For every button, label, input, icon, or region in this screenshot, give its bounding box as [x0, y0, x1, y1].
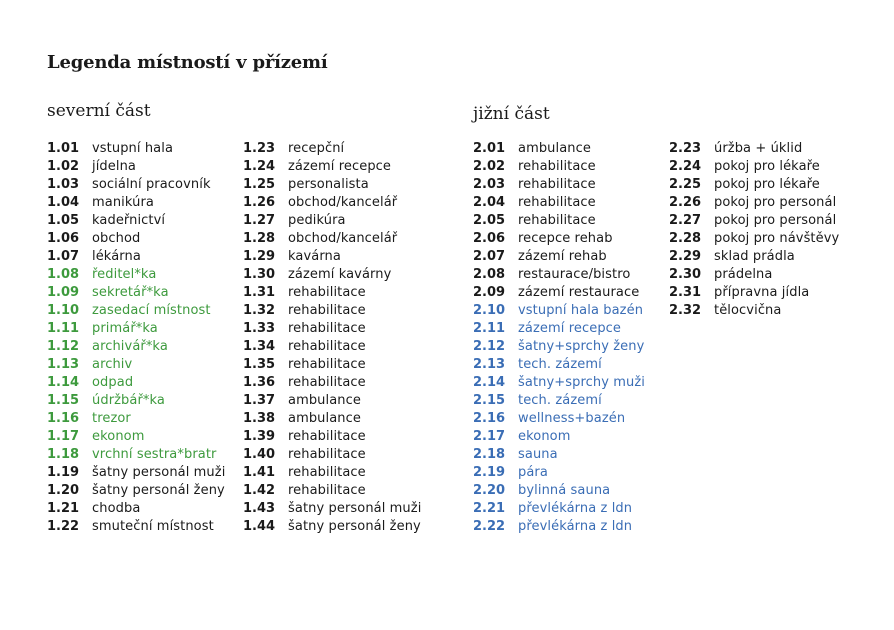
room-name: sklad prádla [714, 249, 795, 264]
room-row [47, 284, 225, 302]
room-row [473, 158, 645, 176]
room-number: 2.32 [669, 303, 702, 318]
room-number: 1.14 [47, 375, 80, 390]
room-name: manikúra [92, 195, 154, 210]
room-row [243, 428, 421, 446]
room-row [47, 500, 225, 518]
room-name: vrchní sestra*bratr [92, 447, 217, 462]
room-name: rehabilitace [518, 177, 596, 192]
room-number: 1.25 [243, 177, 276, 192]
room-number: 2.17 [473, 429, 506, 444]
room-row [243, 212, 421, 230]
room-number: 1.44 [243, 519, 276, 534]
room-row [669, 230, 839, 248]
room-row [243, 446, 421, 464]
section-heading-south: jižní část [473, 104, 550, 124]
room-row [47, 428, 225, 446]
room-row [473, 212, 645, 230]
room-row [473, 500, 645, 518]
room-number: 1.41 [243, 465, 276, 480]
room-row [473, 140, 645, 158]
room-row [473, 518, 645, 536]
room-row [473, 410, 645, 428]
room-number: 2.28 [669, 231, 702, 246]
room-number: 1.39 [243, 429, 276, 444]
room-number: 1.38 [243, 411, 276, 426]
room-row [473, 194, 645, 212]
room-row [243, 248, 421, 266]
room-row [47, 482, 225, 500]
room-name: kadeřnictví [92, 213, 166, 228]
room-name: bylinná sauna [518, 483, 611, 498]
room-name: primář*ka [92, 321, 158, 336]
room-name: sekretář*ka [92, 285, 169, 300]
room-number: 1.15 [47, 393, 80, 408]
room-number: 2.15 [473, 393, 506, 408]
room-number: 1.21 [47, 501, 80, 516]
room-number: 1.22 [47, 519, 80, 534]
room-number: 2.27 [669, 213, 702, 228]
room-number: 2.16 [473, 411, 506, 426]
room-name: pokoj pro personál [714, 195, 837, 210]
room-number: 2.14 [473, 375, 506, 390]
room-number: 1.37 [243, 393, 276, 408]
room-number: 2.24 [669, 159, 702, 174]
room-number: 2.23 [669, 141, 702, 156]
room-row [669, 248, 839, 266]
room-name: šatny personál muži [92, 465, 226, 480]
room-number: 2.04 [473, 195, 506, 210]
room-row [669, 266, 839, 284]
room-row [243, 356, 421, 374]
room-number: 2.07 [473, 249, 506, 264]
room-row [47, 302, 225, 320]
room-row [473, 266, 645, 284]
room-number: 2.02 [473, 159, 506, 174]
room-name: prádelna [714, 267, 773, 282]
room-number: 1.42 [243, 483, 276, 498]
room-row [47, 320, 225, 338]
room-row [243, 158, 421, 176]
room-name: pokoj pro lékaře [714, 177, 820, 192]
room-name: šatny personál muži [288, 501, 422, 516]
room-number: 2.22 [473, 519, 506, 534]
room-number: 2.01 [473, 141, 506, 156]
room-row [47, 446, 225, 464]
room-number: 1.29 [243, 249, 276, 264]
room-name: wellness+bazén [518, 411, 626, 426]
room-row [243, 194, 421, 212]
room-number: 1.08 [47, 267, 80, 282]
room-row [243, 518, 421, 536]
room-number: 1.40 [243, 447, 276, 462]
room-number: 1.06 [47, 231, 80, 246]
room-number: 1.05 [47, 213, 80, 228]
room-name: sociální pracovník [92, 177, 211, 192]
room-name: ambulance [518, 141, 591, 156]
room-row [47, 374, 225, 392]
room-number: 1.17 [47, 429, 80, 444]
room-number: 2.10 [473, 303, 506, 318]
room-row [243, 230, 421, 248]
room-row [473, 302, 645, 320]
room-name: zázemí kavárny [288, 267, 392, 282]
room-name: přípravna jídla [714, 285, 810, 300]
room-name: sauna [518, 447, 558, 462]
room-name: personalista [288, 177, 369, 192]
room-name: archiv [92, 357, 133, 372]
room-name: šatny personál ženy [92, 483, 225, 498]
room-number: 2.18 [473, 447, 506, 462]
room-number: 1.09 [47, 285, 80, 300]
room-number: 1.03 [47, 177, 80, 192]
room-name: zázemí recepce [518, 321, 622, 336]
room-name: ekonom [518, 429, 571, 444]
room-row [243, 320, 421, 338]
room-name: rehabilitace [288, 447, 366, 462]
room-name: rehabilitace [288, 465, 366, 480]
room-name: rehabilitace [288, 321, 366, 336]
room-number: 2.19 [473, 465, 506, 480]
room-row [243, 482, 421, 500]
room-name: rehabilitace [288, 375, 366, 390]
room-name: recepční [288, 141, 345, 156]
room-row [473, 446, 645, 464]
room-name: trezor [92, 411, 131, 426]
legend-column-1 [47, 140, 225, 536]
room-row [47, 392, 225, 410]
room-name: úržba + úklid [714, 141, 803, 156]
room-name: lékárna [92, 249, 141, 264]
room-name: restaurace/bistro [518, 267, 631, 282]
room-name: pára [518, 465, 548, 480]
room-name: pokoj pro personál [714, 213, 837, 228]
room-row [47, 212, 225, 230]
page-title: Legenda místností v přízemí [47, 52, 328, 73]
legend-column-2 [243, 140, 421, 536]
room-number: 2.25 [669, 177, 702, 192]
room-row [243, 500, 421, 518]
room-row [243, 284, 421, 302]
room-number: 1.04 [47, 195, 80, 210]
room-name: rehabilitace [288, 429, 366, 444]
legend-column-3 [473, 140, 645, 536]
room-row [669, 302, 839, 320]
room-row [47, 464, 225, 482]
room-name: odpad [92, 375, 134, 390]
room-name: smuteční místnost [92, 519, 214, 534]
room-name: zázemí recepce [288, 159, 392, 174]
room-row [669, 176, 839, 194]
room-number: 2.03 [473, 177, 506, 192]
room-name: údržbář*ka [92, 393, 165, 408]
room-number: 1.28 [243, 231, 276, 246]
room-row [473, 338, 645, 356]
room-name: kavárna [288, 249, 341, 264]
room-number: 1.36 [243, 375, 276, 390]
room-number: 2.29 [669, 249, 702, 264]
room-number: 2.20 [473, 483, 506, 498]
room-number: 1.31 [243, 285, 276, 300]
room-row [243, 302, 421, 320]
room-row [243, 410, 421, 428]
room-row [473, 356, 645, 374]
room-name: šatny+sprchy ženy [518, 339, 645, 354]
room-row [47, 338, 225, 356]
room-number: 2.09 [473, 285, 506, 300]
room-name: rehabilitace [288, 357, 366, 372]
room-number: 1.26 [243, 195, 276, 210]
room-name: pokoj pro lékaře [714, 159, 820, 174]
room-row [473, 176, 645, 194]
room-name: rehabilitace [518, 195, 596, 210]
room-row [473, 374, 645, 392]
room-number: 1.23 [243, 141, 276, 156]
room-row [669, 140, 839, 158]
room-row [47, 194, 225, 212]
room-name: rehabilitace [288, 303, 366, 318]
room-number: 1.35 [243, 357, 276, 372]
room-number: 2.30 [669, 267, 702, 282]
room-number: 2.12 [473, 339, 506, 354]
room-name: rehabilitace [288, 339, 366, 354]
room-row [47, 230, 225, 248]
room-row [473, 248, 645, 266]
room-row [243, 266, 421, 284]
room-number: 1.30 [243, 267, 276, 282]
room-number: 1.10 [47, 303, 80, 318]
room-row [473, 428, 645, 446]
room-number: 1.27 [243, 213, 276, 228]
room-number: 1.12 [47, 339, 80, 354]
room-number: 2.21 [473, 501, 506, 516]
room-row [669, 284, 839, 302]
room-name: zázemí rehab [518, 249, 607, 264]
room-name: tech. zázemí [518, 357, 602, 372]
room-number: 2.05 [473, 213, 506, 228]
room-name: zázemí restaurace [518, 285, 640, 300]
room-row [473, 464, 645, 482]
room-name: obchod/kancelář [288, 231, 398, 246]
room-row [473, 230, 645, 248]
room-number: 1.13 [47, 357, 80, 372]
room-row [243, 374, 421, 392]
room-name: archivář*ka [92, 339, 168, 354]
room-row [47, 266, 225, 284]
room-name: převlékárna z ldn [518, 519, 633, 534]
room-name: převlékárna z ldn [518, 501, 633, 516]
room-row [243, 338, 421, 356]
room-row [669, 158, 839, 176]
room-number: 1.20 [47, 483, 80, 498]
room-number: 1.19 [47, 465, 80, 480]
room-name: tělocvična [714, 303, 782, 318]
room-name: obchod/kancelář [288, 195, 398, 210]
room-name: pokoj pro návštěvy [714, 231, 840, 246]
room-row [473, 284, 645, 302]
room-name: ambulance [288, 393, 361, 408]
room-number: 1.16 [47, 411, 80, 426]
room-name: vstupní hala [92, 141, 174, 156]
room-name: šatny personál ženy [288, 519, 421, 534]
room-name: vstupní hala bazén [518, 303, 644, 318]
room-number: 1.34 [243, 339, 276, 354]
room-number: 1.02 [47, 159, 80, 174]
room-row [47, 518, 225, 536]
room-row [47, 248, 225, 266]
room-number: 2.08 [473, 267, 506, 282]
room-number: 2.26 [669, 195, 702, 210]
room-row [47, 356, 225, 374]
room-row [47, 176, 225, 194]
room-name: tech. zázemí [518, 393, 602, 408]
room-row [47, 158, 225, 176]
room-name: chodba [92, 501, 141, 516]
room-name: rehabilitace [288, 285, 366, 300]
section-heading-north: severní část [47, 101, 151, 121]
room-row [473, 320, 645, 338]
room-number: 2.13 [473, 357, 506, 372]
room-number: 1.32 [243, 303, 276, 318]
room-name: obchod [92, 231, 141, 246]
room-name: ambulance [288, 411, 361, 426]
room-name: rehabilitace [288, 483, 366, 498]
room-row [243, 140, 421, 158]
room-row [243, 392, 421, 410]
room-name: recepce rehab [518, 231, 613, 246]
room-row [473, 392, 645, 410]
room-number: 1.11 [47, 321, 80, 336]
room-number: 1.33 [243, 321, 276, 336]
room-name: ekonom [92, 429, 145, 444]
room-number: 1.43 [243, 501, 276, 516]
room-row [243, 176, 421, 194]
room-number: 2.11 [473, 321, 506, 336]
room-name: jídelna [92, 159, 136, 174]
legend-column-4 [669, 140, 839, 320]
room-number: 1.07 [47, 249, 80, 264]
room-number: 2.06 [473, 231, 506, 246]
room-row [47, 140, 225, 158]
room-row [669, 212, 839, 230]
room-name: šatny+sprchy muži [518, 375, 645, 390]
room-row [243, 464, 421, 482]
room-name: rehabilitace [518, 213, 596, 228]
room-number: 1.18 [47, 447, 80, 462]
room-name: zasedací místnost [92, 303, 211, 318]
room-row [47, 410, 225, 428]
room-name: rehabilitace [518, 159, 596, 174]
room-row [473, 482, 645, 500]
room-number: 1.01 [47, 141, 80, 156]
room-name: pedikúra [288, 213, 346, 228]
room-name: ředitel*ka [92, 267, 157, 282]
room-number: 2.31 [669, 285, 702, 300]
room-row [669, 194, 839, 212]
room-number: 1.24 [243, 159, 276, 174]
